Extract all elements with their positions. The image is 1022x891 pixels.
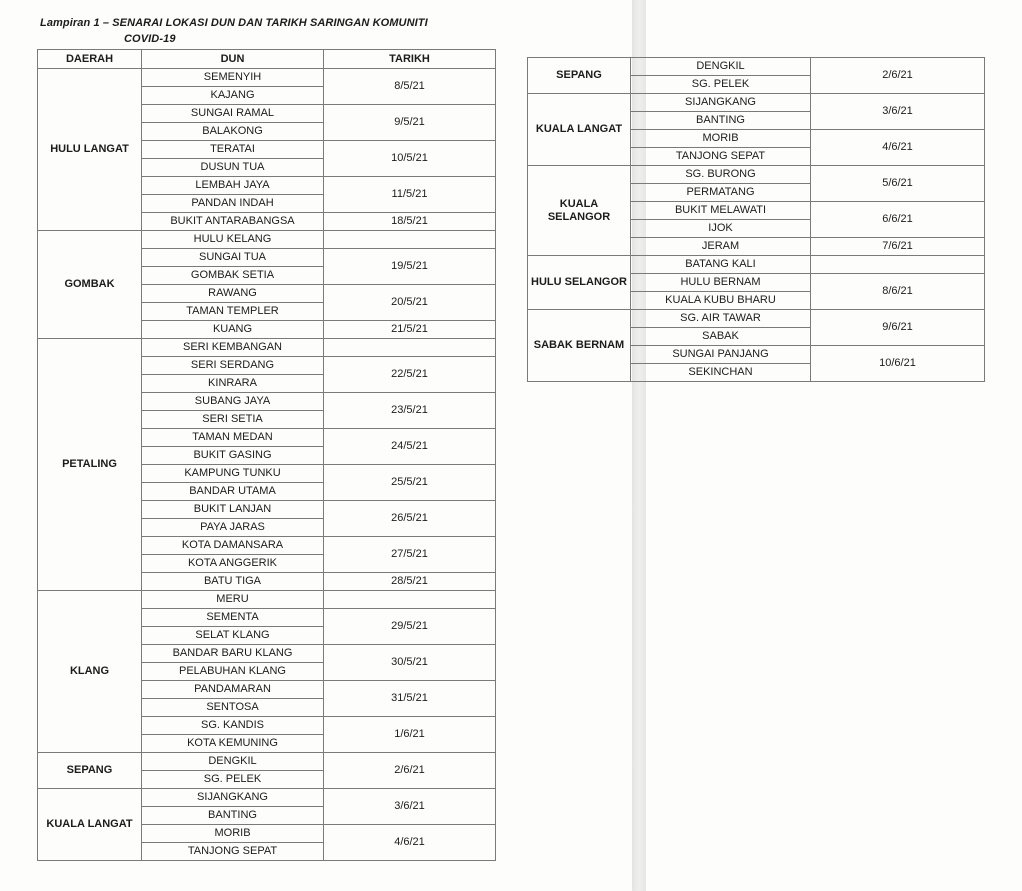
tarikh-cell: 6/6/21 xyxy=(811,202,985,238)
tarikh-cell: 27/5/21 xyxy=(324,537,496,573)
table-row xyxy=(38,339,496,357)
tarikh-cell: 20/5/21 xyxy=(324,285,496,321)
dun-cell: PAYA JARAS xyxy=(142,519,324,537)
tarikh-cell: 3/6/21 xyxy=(811,94,985,130)
dun-cell: DENGKIL xyxy=(142,753,324,771)
tarikh-cell xyxy=(811,256,985,274)
dun-cell: SABAK xyxy=(631,328,811,346)
table-row xyxy=(528,166,985,184)
dun-cell: SERI SETIA xyxy=(142,411,324,429)
dun-cell: HULU KELANG xyxy=(142,231,324,249)
dun-cell: JERAM xyxy=(631,238,811,256)
dun-cell: DENGKIL xyxy=(631,58,811,76)
tarikh-cell: 8/5/21 xyxy=(324,69,496,105)
header-daerah: DAERAH xyxy=(38,50,142,69)
dun-cell: SENTOSA xyxy=(142,699,324,717)
title-line-2: COVID-19 xyxy=(124,33,176,45)
dun-cell: KUANG xyxy=(142,321,324,339)
dun-cell: SG. BURONG xyxy=(631,166,811,184)
dun-cell: TERATAI xyxy=(142,141,324,159)
dun-cell: BANTING xyxy=(142,807,324,825)
document-title xyxy=(40,15,428,47)
tarikh-cell: 22/5/21 xyxy=(324,357,496,393)
table-header-row xyxy=(38,50,496,69)
tarikh-cell: 2/6/21 xyxy=(324,753,496,789)
dun-cell: DUSUN TUA xyxy=(142,159,324,177)
continuation-table-body xyxy=(528,58,985,382)
header-dun: DUN xyxy=(142,50,324,69)
dun-cell: TAMAN TEMPLER xyxy=(142,303,324,321)
table-row xyxy=(38,69,496,87)
dun-cell: GOMBAK SETIA xyxy=(142,267,324,285)
header-tarikh: TARIKH xyxy=(324,50,496,69)
daerah-cell: GOMBAK xyxy=(38,231,142,339)
table-row xyxy=(528,94,985,112)
tarikh-cell xyxy=(324,591,496,609)
tarikh-cell: 29/5/21 xyxy=(324,609,496,645)
dun-cell: RAWANG xyxy=(142,285,324,303)
tarikh-cell: 31/5/21 xyxy=(324,681,496,717)
daerah-cell: SEPANG xyxy=(38,753,142,789)
tarikh-cell xyxy=(324,339,496,357)
dun-cell: PERMATANG xyxy=(631,184,811,202)
tarikh-cell: 3/6/21 xyxy=(324,789,496,825)
table-row xyxy=(38,753,496,771)
tarikh-cell: 25/5/21 xyxy=(324,465,496,501)
dun-cell: SERI KEMBANGAN xyxy=(142,339,324,357)
tarikh-cell: 18/5/21 xyxy=(324,213,496,231)
dun-cell: SG. KANDIS xyxy=(142,717,324,735)
dun-cell: TANJONG SEPAT xyxy=(142,843,324,861)
daerah-cell: KUALA LANGAT xyxy=(38,789,142,861)
tarikh-cell: 9/6/21 xyxy=(811,310,985,346)
location-table-body xyxy=(38,69,496,861)
dun-cell: IJOK xyxy=(631,220,811,238)
dun-cell: TAMAN MEDAN xyxy=(142,429,324,447)
location-table xyxy=(37,49,496,861)
continuation-table xyxy=(527,57,985,382)
dun-cell: BATU TIGA xyxy=(142,573,324,591)
dun-cell: BUKIT GASING xyxy=(142,447,324,465)
dun-cell: TANJONG SEPAT xyxy=(631,148,811,166)
tarikh-cell: 11/5/21 xyxy=(324,177,496,213)
tarikh-cell: 10/6/21 xyxy=(811,346,985,382)
daerah-cell: KUALA SELANGOR xyxy=(528,166,631,256)
dun-cell: SEMENTA xyxy=(142,609,324,627)
dun-cell: KAJANG xyxy=(142,87,324,105)
tarikh-cell: 10/5/21 xyxy=(324,141,496,177)
dun-cell: HULU BERNAM xyxy=(631,274,811,292)
table-row xyxy=(528,58,985,76)
tarikh-cell: 4/6/21 xyxy=(811,130,985,166)
dun-cell: SIJANGKANG xyxy=(631,94,811,112)
dun-cell: BUKIT MELAWATI xyxy=(631,202,811,220)
dun-cell: BUKIT LANJAN xyxy=(142,501,324,519)
dun-cell: KOTA ANGGERIK xyxy=(142,555,324,573)
title-line-1: Lampiran 1 – SENARAI LOKASI DUN DAN TARIKH SARINGAN KOMUNITI xyxy=(40,17,428,29)
tarikh-cell: 23/5/21 xyxy=(324,393,496,429)
tarikh-cell: 28/5/21 xyxy=(324,573,496,591)
daerah-cell: KUALA LANGAT xyxy=(528,94,631,166)
dun-cell: SG. PELEK xyxy=(142,771,324,789)
dun-cell: SUNGAI TUA xyxy=(142,249,324,267)
dun-cell: BANDAR BARU KLANG xyxy=(142,645,324,663)
dun-cell: BANTING xyxy=(631,112,811,130)
tarikh-cell: 30/5/21 xyxy=(324,645,496,681)
dun-cell: SIJANGKANG xyxy=(142,789,324,807)
table-row xyxy=(528,256,985,274)
tarikh-cell: 4/6/21 xyxy=(324,825,496,861)
daerah-cell: KLANG xyxy=(38,591,142,753)
dun-cell: SG. AIR TAWAR xyxy=(631,310,811,328)
tarikh-cell: 9/5/21 xyxy=(324,105,496,141)
table-row xyxy=(38,231,496,249)
tarikh-cell: 21/5/21 xyxy=(324,321,496,339)
daerah-cell: HULU LANGAT xyxy=(38,69,142,231)
tarikh-cell: 26/5/21 xyxy=(324,501,496,537)
dun-cell: PANDAN INDAH xyxy=(142,195,324,213)
dun-cell: BANDAR UTAMA xyxy=(142,483,324,501)
dun-cell: MERU xyxy=(142,591,324,609)
tarikh-cell: 2/6/21 xyxy=(811,58,985,94)
tarikh-cell: 7/6/21 xyxy=(811,238,985,256)
dun-cell: PANDAMARAN xyxy=(142,681,324,699)
dun-cell: SUNGAI PANJANG xyxy=(631,346,811,364)
tarikh-cell: 1/6/21 xyxy=(324,717,496,753)
dun-cell: SG. PELEK xyxy=(631,76,811,94)
dun-cell: KUALA KUBU BHARU xyxy=(631,292,811,310)
tarikh-cell: 5/6/21 xyxy=(811,166,985,202)
dun-cell: BALAKONG xyxy=(142,123,324,141)
tarikh-cell: 24/5/21 xyxy=(324,429,496,465)
dun-cell: KOTA KEMUNING xyxy=(142,735,324,753)
dun-cell: KINRARA xyxy=(142,375,324,393)
dun-cell: SELAT KLANG xyxy=(142,627,324,645)
tarikh-cell xyxy=(324,231,496,249)
dun-cell: BATANG KALI xyxy=(631,256,811,274)
daerah-cell: SEPANG xyxy=(528,58,631,94)
dun-cell: SUBANG JAYA xyxy=(142,393,324,411)
dun-cell: SERI SERDANG xyxy=(142,357,324,375)
daerah-cell: HULU SELANGOR xyxy=(528,256,631,310)
dun-cell: KOTA DAMANSARA xyxy=(142,537,324,555)
dun-cell: SEKINCHAN xyxy=(631,364,811,382)
dun-cell: PELABUHAN KLANG xyxy=(142,663,324,681)
dun-cell: SUNGAI RAMAL xyxy=(142,105,324,123)
daerah-cell: SABAK BERNAM xyxy=(528,310,631,382)
table-row xyxy=(38,591,496,609)
dun-cell: BUKIT ANTARABANGSA xyxy=(142,213,324,231)
tarikh-cell: 8/6/21 xyxy=(811,274,985,310)
dun-cell: MORIB xyxy=(631,130,811,148)
dun-cell: KAMPUNG TUNKU xyxy=(142,465,324,483)
daerah-cell: PETALING xyxy=(38,339,142,591)
dun-cell: MORIB xyxy=(142,825,324,843)
dun-cell: SEMENYIH xyxy=(142,69,324,87)
table-row xyxy=(38,789,496,807)
table-row xyxy=(528,310,985,328)
tarikh-cell: 19/5/21 xyxy=(324,249,496,285)
dun-cell: LEMBAH JAYA xyxy=(142,177,324,195)
